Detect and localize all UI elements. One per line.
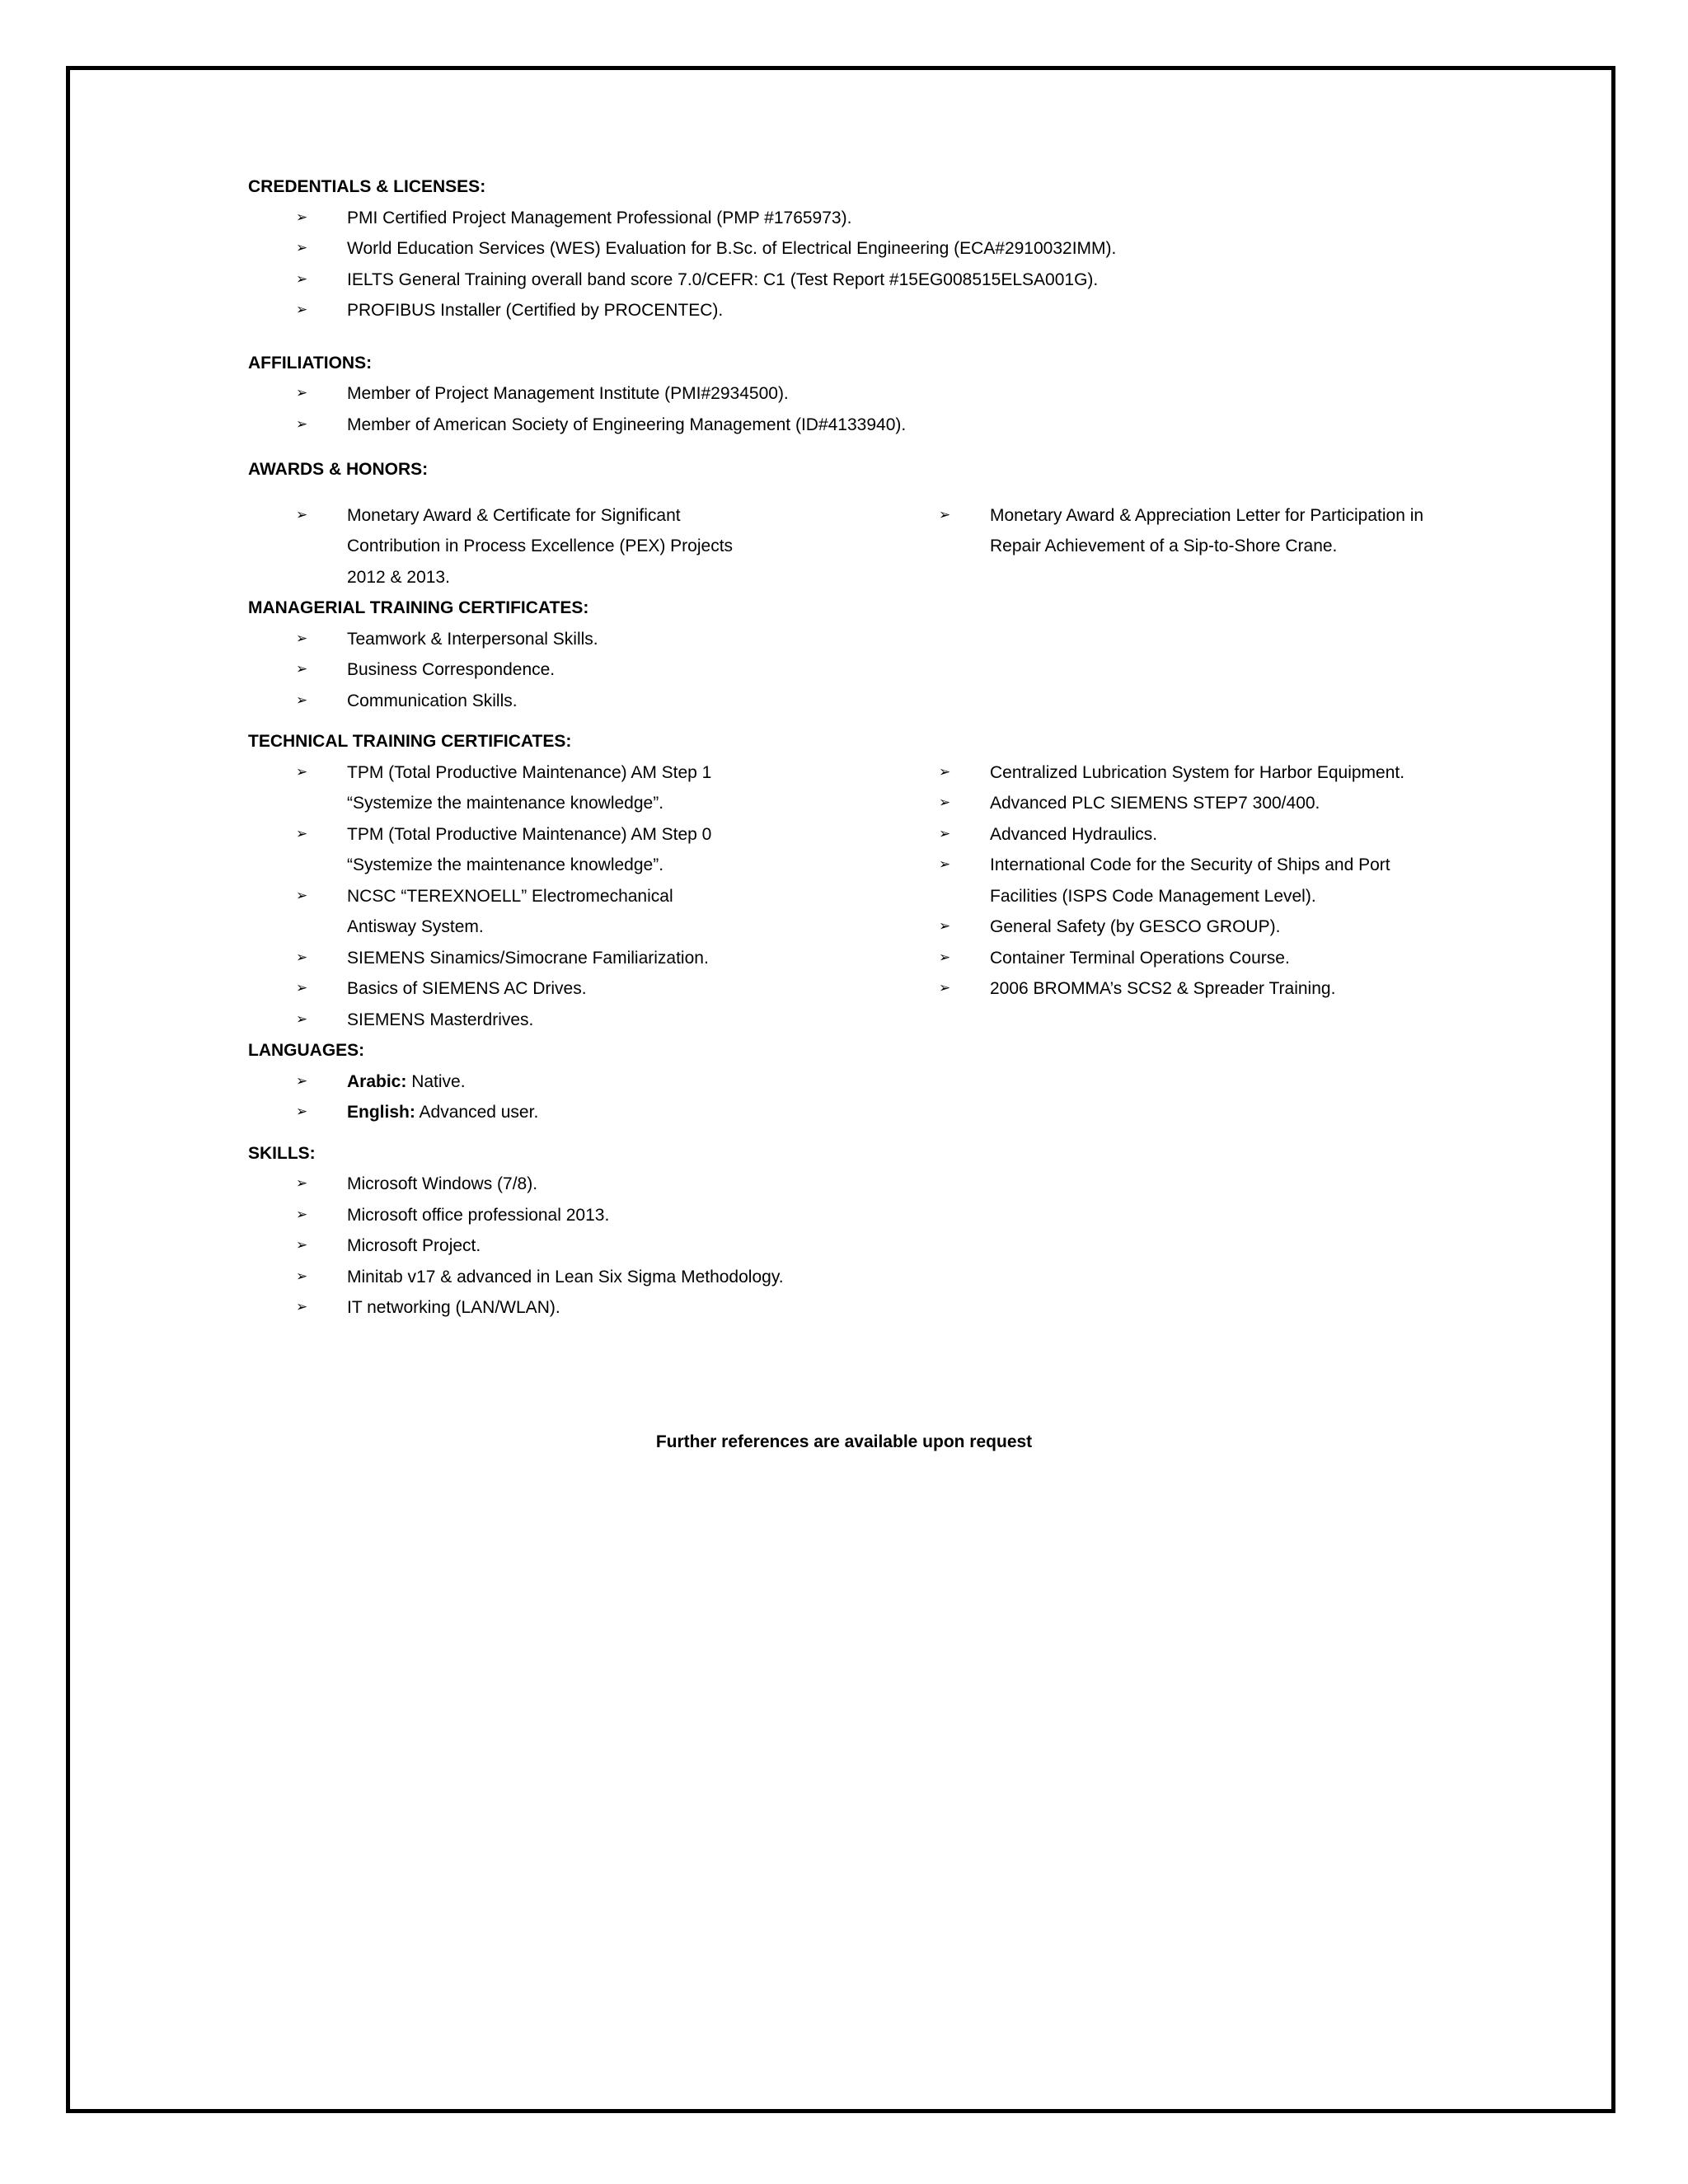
list-item [248, 686, 1435, 717]
list-item-text: Member of American Society of Engineering Management (ID#4133940). [347, 415, 907, 434]
list-item-text: IT networking (LAN/WLAN). [347, 1298, 560, 1317]
list-item-text: Monetary Award & Appreciation Letter for Participation in Repair Achievement of a Sip-to-Shore Crane. [990, 505, 1424, 555]
list-item [248, 819, 891, 881]
references-note: Further references are available upon request [655, 1432, 1033, 1451]
list-item [248, 233, 1435, 265]
list-item [891, 788, 1435, 819]
arrow-bullet-icon: ➢ [939, 856, 951, 873]
list-item-text: International Code for the Security of Ships and Port Facilities (ISPS Code Management Level). [990, 855, 1390, 906]
list-item [248, 624, 1435, 655]
list-item-text: General Safety (by GESCO GROUP). [990, 917, 1281, 936]
arrow-bullet-icon: ➢ [939, 980, 951, 996]
list-item [248, 378, 1435, 410]
language-level: Native. [406, 1071, 466, 1091]
list-item [248, 265, 1435, 296]
credentials-list [248, 203, 1435, 326]
technical-list-left [248, 757, 891, 1036]
skills-heading: SKILLS: [248, 1143, 316, 1163]
arrow-bullet-icon: ➢ [296, 1299, 308, 1315]
list-item [248, 1230, 1435, 1262]
arrow-bullet-icon: ➢ [296, 825, 308, 842]
arrow-bullet-icon: ➢ [939, 918, 951, 935]
list-item [891, 757, 1435, 789]
arrow-bullet-icon: ➢ [296, 661, 308, 677]
arrow-bullet-icon: ➢ [296, 385, 308, 401]
arrow-bullet-icon: ➢ [296, 980, 308, 996]
arrow-bullet-icon: ➢ [296, 1237, 308, 1254]
languages-heading: LANGUAGES: [248, 1041, 365, 1060]
language-name: English: [347, 1103, 415, 1122]
list-item-text: Microsoft Project. [347, 1236, 481, 1255]
credentials-section [248, 171, 1435, 326]
arrow-bullet-icon: ➢ [296, 240, 308, 256]
list-item [891, 500, 1435, 562]
list-item-text: Advanced Hydraulics. [990, 824, 1158, 844]
credentials-heading: CREDENTIALS & LICENSES: [248, 177, 486, 196]
list-item-text: TPM (Total Productive Maintenance) AM Step 0 “Systemize the maintenance knowledge”. [347, 824, 712, 874]
list-item [248, 654, 1435, 686]
arrow-bullet-icon: ➢ [296, 270, 308, 288]
language-level: Advanced user. [415, 1103, 539, 1122]
list-item-text: Microsoft office professional 2013. [347, 1205, 610, 1225]
arrow-bullet-icon: ➢ [296, 209, 308, 226]
awards-list-right [891, 500, 1435, 593]
arrow-bullet-icon: ➢ [296, 506, 308, 523]
list-item [248, 943, 891, 974]
list-item-text: Teamwork & Interpersonal Skills. [347, 629, 598, 649]
list-item-text: Centralized Lubrication System for Harbor Equipment. [990, 762, 1405, 782]
list-item-text: Microsoft Windows (7/8). [347, 1174, 538, 1193]
list-item [248, 295, 1435, 326]
list-item-text: World Education Services (WES) Evaluation for B.Sc. of Electrical Engineering (ECA#2910032IMM). [347, 239, 1117, 258]
languages-section [248, 1035, 1435, 1128]
technical-heading: TECHNICAL TRAINING CERTIFICATES: [248, 732, 572, 751]
list-item [248, 757, 891, 819]
list-item-text: Monetary Award & Certificate for Significant Contribution in Process Excellence (PEX) Projects 2012 & 2013. [347, 505, 734, 587]
list-item [891, 912, 1435, 943]
arrow-bullet-icon: ➢ [296, 1206, 308, 1223]
skills-section [248, 1138, 1435, 1324]
awards-section [248, 454, 1435, 593]
list-item-text: TPM (Total Productive Maintenance) AM Step 1 “Systemize the maintenance knowledge”. [347, 762, 712, 813]
resume-content [248, 171, 1435, 1324]
managerial-section [248, 593, 1435, 716]
arrow-bullet-icon: ➢ [939, 506, 951, 523]
list-item [891, 943, 1435, 974]
technical-list-right [891, 757, 1435, 1036]
arrow-bullet-icon: ➢ [296, 630, 308, 647]
list-item [248, 1292, 1435, 1324]
list-item [891, 819, 1435, 851]
list-item-text: SIEMENS Masterdrives. [347, 1010, 534, 1029]
list-item-text: PMI Certified Project Management Professional (PMP #1765973). [347, 208, 852, 227]
list-item-text: Business Correspondence. [347, 660, 556, 679]
affiliations-list [248, 378, 1435, 440]
list-item [248, 1169, 1435, 1200]
language-name: Arabic: [347, 1071, 407, 1091]
arrow-bullet-icon: ➢ [296, 763, 308, 780]
list-item-text: Advanced PLC SIEMENS STEP7 300/400. [990, 794, 1320, 813]
affiliations-section [248, 348, 1435, 441]
awards-columns [248, 500, 1435, 593]
technical-columns [248, 757, 1435, 1036]
arrow-bullet-icon: ➢ [939, 763, 951, 780]
arrow-bullet-icon: ➢ [939, 825, 951, 842]
list-item [248, 1200, 1435, 1231]
arrow-bullet-icon: ➢ [296, 1175, 308, 1192]
list-item [248, 973, 891, 1005]
arrow-bullet-icon: ➢ [296, 415, 308, 433]
awards-heading: AWARDS & HONORS: [248, 460, 429, 479]
technical-section [248, 726, 1435, 1035]
list-item [248, 1262, 1435, 1293]
arrow-bullet-icon: ➢ [296, 1072, 308, 1090]
arrow-bullet-icon: ➢ [296, 887, 308, 904]
list-item-text: 2006 BROMMA’s SCS2 & Spreader Training. [990, 979, 1336, 998]
list-item-text: Basics of SIEMENS AC Drives. [347, 979, 587, 998]
arrow-bullet-icon: ➢ [296, 1104, 308, 1120]
list-item [248, 1097, 1435, 1128]
list-item-text: IELTS General Training overall band score 7.0/CEFR: C1 (Test Report #15EG008515ELSA001G). [347, 269, 1099, 289]
affiliations-heading: AFFILIATIONS: [248, 353, 373, 373]
arrow-bullet-icon: ➢ [296, 302, 308, 318]
skills-list [248, 1169, 1435, 1324]
languages-list [248, 1066, 1435, 1128]
list-item [248, 500, 891, 593]
arrow-bullet-icon: ➢ [296, 949, 308, 966]
list-item-text: NCSC “TEREXNOELL” Electromechanical Antisway System. [347, 886, 673, 936]
list-item-text: SIEMENS Sinamics/Simocrane Familiarization. [347, 948, 709, 968]
list-item [891, 850, 1435, 912]
arrow-bullet-icon: ➢ [296, 691, 308, 709]
list-item-text: PROFIBUS Installer (Certified by PROCENTEC). [347, 301, 724, 320]
arrow-bullet-icon: ➢ [296, 1268, 308, 1285]
list-item-text: Container Terminal Operations Course. [990, 948, 1290, 968]
awards-list-left [248, 500, 891, 593]
arrow-bullet-icon: ➢ [296, 1010, 308, 1028]
list-item [248, 1005, 891, 1036]
list-item [891, 973, 1435, 1005]
list-item [248, 1066, 1435, 1098]
list-item-text: Member of Project Management Institute (PMI#2934500). [347, 384, 789, 403]
arrow-bullet-icon: ➢ [939, 949, 951, 966]
arrow-bullet-icon: ➢ [939, 794, 951, 811]
list-item [248, 203, 1435, 234]
managerial-list [248, 624, 1435, 717]
list-item [248, 881, 891, 943]
list-item-text: Communication Skills. [347, 691, 518, 710]
list-item [248, 410, 1435, 441]
managerial-heading: MANAGERIAL TRAINING CERTIFICATES: [248, 598, 589, 617]
list-item-text: Minitab v17 & advanced in Lean Six Sigma Methodology. [347, 1267, 784, 1286]
